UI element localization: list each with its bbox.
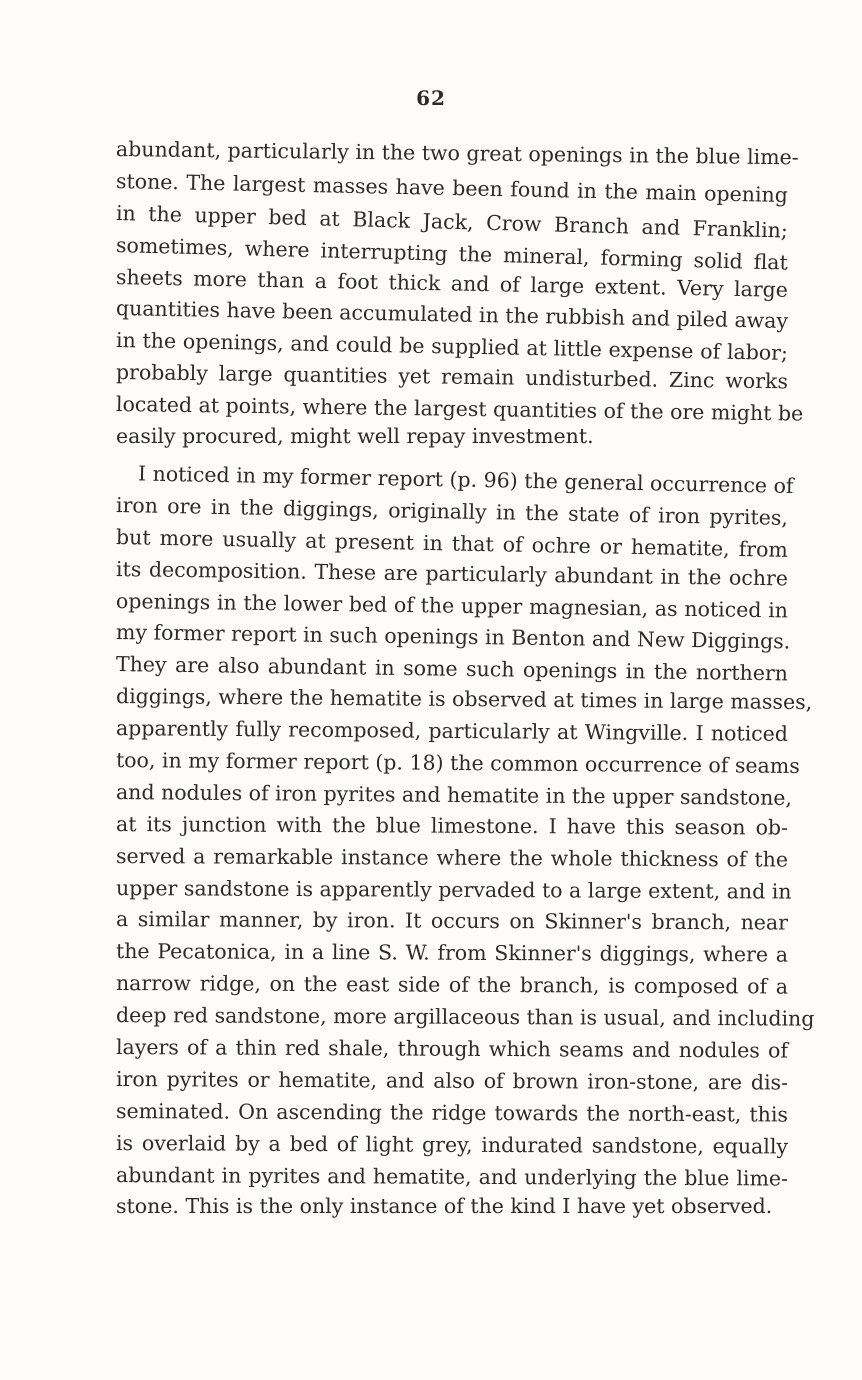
text-line: is overlaid by a bed of light grey, indurated sandstone, equally xyxy=(115,1130,789,1159)
text-line: located at points, where the largest quantities of the ore might be xyxy=(115,392,804,426)
text-line: abundant in pyrites and hematite, and underlying the blue lime- xyxy=(115,1162,789,1191)
text-line: iron ore in the diggings, originally in the state of iron pyrites, xyxy=(115,492,789,530)
text-line: easily procured, might well repay investment. xyxy=(116,424,594,449)
text-line: in the upper bed at Black Jack, Crow Branch and Franklin; xyxy=(115,200,789,243)
text-line: diggings, where the hematite is observed at times in large masses, xyxy=(115,684,813,715)
text-line: deep red sandstone, more argillaceous than is usual, and including xyxy=(115,1003,815,1031)
text-line: and nodules of iron pyrites and hematite in the upper sandstone, xyxy=(115,779,793,810)
text-line: the Pecatonica, in a line S. W. from Skinner's diggings, where a xyxy=(115,939,789,967)
text-line: a similar manner, by iron. It occurs on Skinner's branch, near xyxy=(115,907,789,935)
text-line: layers of a thin red shale, through which seams and nodules of xyxy=(115,1035,789,1063)
text-line: iron pyrites or hematite, and also of brown iron-stone, are dis- xyxy=(115,1066,789,1095)
text-line: abundant, particularly in the two great openings in the blue lime- xyxy=(115,137,799,170)
text-line: its decomposition. These are particularly abundant in the ochre xyxy=(115,556,789,591)
text-line: at its junction with the blue limestone. I have this season ob- xyxy=(115,811,789,840)
text-line: openings in the lower bed of the upper magnesian, as noticed in xyxy=(115,588,789,622)
text-line: stone. This is the only instance of the kind I have yet observed. xyxy=(116,1194,773,1219)
text-line: They are also abundant in some such openings in the northern xyxy=(115,652,789,686)
paragraph-1 xyxy=(115,134,804,453)
text-line: too, in my former report (p. 18) the common occurrence of seams xyxy=(115,748,800,778)
text-line: I noticed in my former report (p. 96) the general occurrence of xyxy=(137,461,794,499)
text-line: but more usually at present in that of ochre or hematite, from xyxy=(115,524,789,562)
text-line: seminated. On ascending the ridge towards the north-east, this xyxy=(115,1098,789,1127)
text-line: served a remarkable instance where the whole thickness of the xyxy=(115,843,789,872)
text-line: sheets more than a foot thick and of large extent. Very large xyxy=(115,264,789,302)
paragraph-2 xyxy=(115,458,815,1223)
text-line: quantities have been accumulated in the rubbish and piled away xyxy=(115,296,789,334)
text-line: sometimes, where interrupting the mineral, forming solid flat xyxy=(115,232,789,275)
text-line: in the openings, and could be supplied at little expense of labor; xyxy=(115,328,789,366)
text-line: stone. The largest masses have been found in the main opening xyxy=(115,168,789,207)
text-line: upper sandstone is apparently pervaded to a large extent, and in xyxy=(115,875,792,904)
text-line: my former report in such openings in Benton and New Diggings. xyxy=(115,620,791,654)
text-line: narrow ridge, on the east side of the branch, is composed of a xyxy=(115,971,789,999)
page-number: 62 xyxy=(416,86,446,110)
text-line: apparently fully recomposed, particularly at Wingville. I noticed xyxy=(115,716,789,746)
text-line: probably large quantities yet remain undisturbed. Zinc works xyxy=(115,360,789,394)
